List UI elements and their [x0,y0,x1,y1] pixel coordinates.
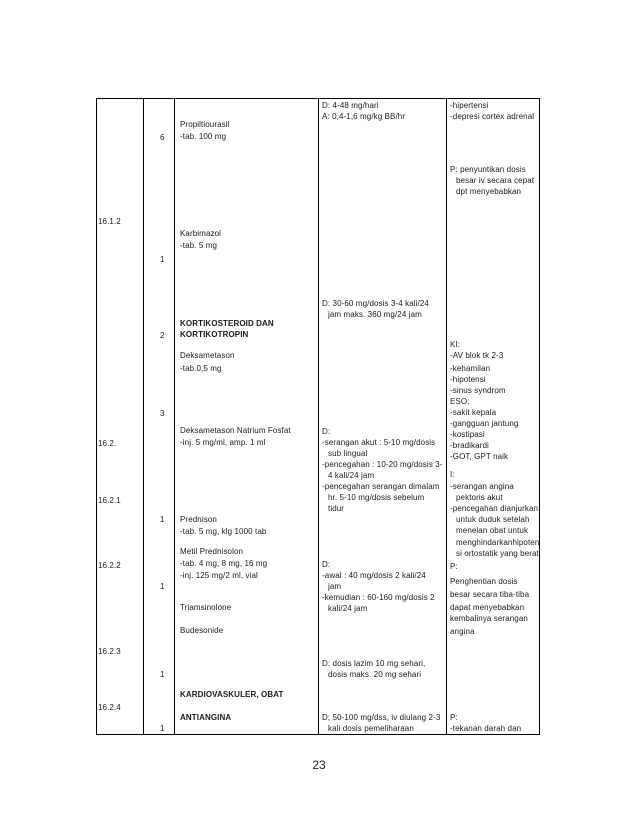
dose-text: D: dosis lazim 10 mg sehari, [322,659,426,668]
note-text: untuk duduk setelah [456,515,530,524]
dose-text: D: 4-48 mg/hari [322,101,379,110]
sub-number: 1 [160,582,165,591]
section-number: 16.1.2 [98,217,121,226]
table-border-top [96,98,540,99]
note-text: ESO: [450,397,470,406]
note-text: -sakit kepala [450,408,497,417]
note-text: pektoris akut [456,493,503,502]
dose-text: 4 kali/24 jam [328,471,375,480]
note-text: Penghentian dosis [450,577,518,586]
dose-text: dosis maks. 20 mg sehari [328,670,422,679]
note-text: -gangguan jantung [450,419,519,428]
drug-name: Prednison [180,515,217,524]
dose-text: -awal : 40 mg/dosis 2 kali/24 [322,571,426,580]
note-text: dapat menyebabkan [450,603,525,612]
group-heading: KORTIKOTROPIN [180,330,249,339]
note-text: menelan obat untuk [456,526,529,535]
note-text: P: penyuntikan dosis [450,165,526,174]
table-border-right [539,98,540,735]
section-number: 16.2.3 [98,647,121,656]
sub-number: 1 [160,515,165,524]
drug-name: Budesonide [180,626,224,635]
dose-text: D: [322,560,331,569]
note-text: si ortostatik yang berat [456,549,539,558]
drug-form: -tab. 5 mg [180,241,218,250]
dose-text: A: 0,4-1,6 mg/kg BB/hr [322,112,406,121]
note-text: I: [450,470,455,479]
group-heading: KARDIOVASKULER, OBAT [180,690,284,699]
sub-number: 3 [160,409,165,418]
drug-form: -tab. 100 mg [180,132,227,141]
note-text: angina [450,627,475,636]
drug-name: Metil Prednisolon [180,547,244,556]
column-divider-4 [446,98,447,735]
group-heading: ANTIANGINA [180,713,232,722]
group-heading: KORTIKOSTEROID DAN [180,319,274,328]
note-text: -tekanan darah dan [450,724,522,733]
note-text: P: [450,562,458,571]
drug-form: -tab.0,5 mg [180,364,222,373]
section-number: 16.2.4 [98,703,121,712]
note-text: besar secara tiba-tiba [450,590,530,599]
dose-text: kali/24 jam [328,604,368,613]
dose-text: D: 30-60 mg/dosis 3-4 kali/24 [322,299,429,308]
column-divider-3 [318,98,319,735]
drug-form: -tab. 5 mg, klg 1000 tab [180,527,267,536]
section-number: 16.2.2 [98,561,121,570]
dose-text: -pencegahan : 10-20 mg/dosis 3- [322,460,443,469]
table-border-left [96,98,97,735]
note-text: -sinus syndrom [450,386,506,395]
dose-text: hr. 5-10 mg/dosis sebelum [328,493,425,502]
drug-name: Propiltiourasil [180,120,230,129]
note-text: KI: [450,340,461,349]
page-number: 23 [312,758,326,772]
dose-text: sub lingual [328,449,368,458]
sub-number: 1 [160,255,165,264]
sub-number: 2 [160,331,165,340]
drug-form: -inj. 5 mg/ml, amp. 1 ml [180,438,266,447]
note-text: besar iv secara cepat [456,176,535,185]
dose-text: tidur [328,504,345,513]
table-border-bottom [96,734,540,735]
drug-form: -tab. 4 mg, 8 mg, 16 mg [180,559,268,568]
dose-text: -serangan akut : 5-10 mg/dosis [322,438,436,447]
note-text: -GOT, GPT naik [450,452,509,461]
note-text: kembalinya serangan [450,614,528,623]
note-text: -depresi cortex adrenal [450,112,535,121]
note-text: P: [450,713,458,722]
section-number: 16.2. [98,439,117,448]
sub-number: 6 [160,133,165,142]
dose-text: kali dosis pemeliharaan [328,724,414,733]
note-text: -serangan angina [450,482,514,491]
note-text: -hipotensi [450,375,486,384]
dose-text: D: [322,427,331,436]
column-divider-2 [174,98,175,735]
dose-text: D; 50-100 mg/dss, iv diulang 2-3 [322,713,441,722]
column-divider-1 [143,98,144,735]
dose-text: jam maks. 360 mg/24 jam [328,310,422,319]
dose-text: -kemudian : 60-160 mg/dosis 2 [322,593,435,602]
note-text: -kostipasi [450,430,485,439]
note-text: -bradikardi [450,441,489,450]
sub-number: 1 [160,670,165,679]
note-text: -pencegahan dianjurkan [450,504,539,513]
dose-text: jam [328,582,342,591]
section-number: 16.2.1 [98,496,121,505]
note-text: dpt menyebabkan [456,187,522,196]
note-text: -kehamilan [450,364,491,373]
drug-form: -inj. 125 mg/2 ml, vial [180,571,258,580]
dose-text: -pencegahan serangan dimalam [322,482,440,491]
note-text: -AV blok tk 2-3 [450,351,504,360]
sub-number: 1 [160,724,165,733]
note-text: -hipertensi [450,101,489,110]
drug-name: Karbimazol [180,229,222,238]
drug-name: Deksametason [180,351,235,360]
note-text: menghindarkanhipoten [456,538,540,547]
drug-name: Triamsinolone [180,603,232,612]
drug-name: Deksametason Natrium Fosfat [180,426,291,435]
